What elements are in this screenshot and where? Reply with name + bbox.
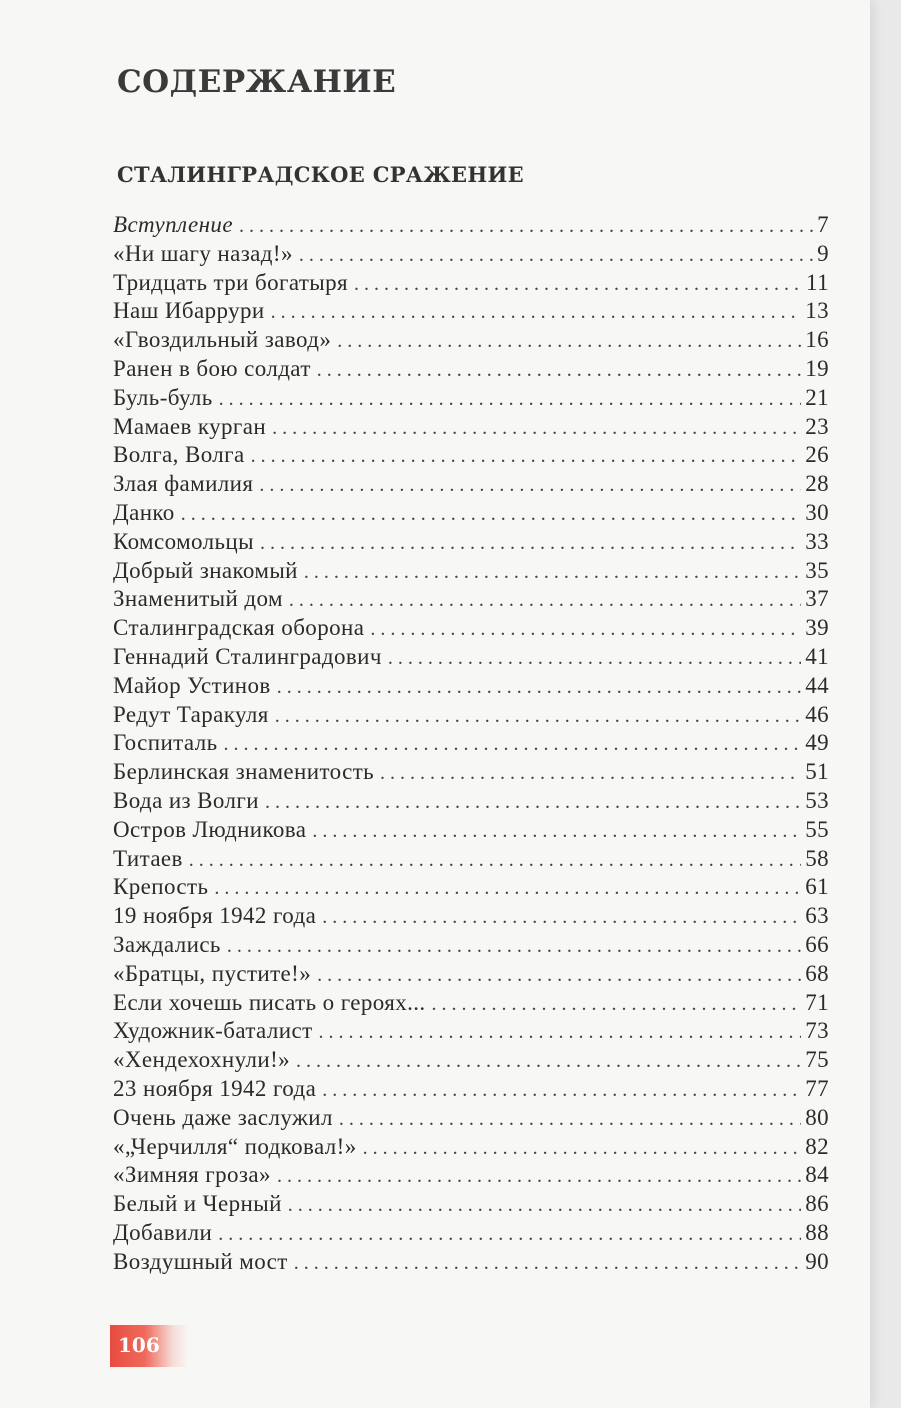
- toc-entry: [113, 615, 829, 644]
- toc-entry-page: 68: [805, 960, 829, 986]
- toc-entry-page: 90: [805, 1248, 829, 1274]
- toc-entry-page: 7: [817, 212, 829, 237]
- toc-entry-title: Заждались: [113, 931, 221, 957]
- toc-entry-page: 49: [805, 730, 829, 756]
- dot-leader: [312, 820, 801, 843]
- toc-entry-page: 88: [805, 1219, 829, 1245]
- toc-entry-page: 28: [805, 471, 829, 497]
- toc-entry-title: Майор Устинов: [113, 672, 271, 698]
- toc-entry-title: Мамаев курган: [113, 413, 267, 439]
- toc-entry-page: 80: [805, 1104, 829, 1130]
- toc-entry-page: 77: [805, 1075, 829, 1101]
- dot-leader: [299, 244, 813, 267]
- dot-leader: [288, 1194, 801, 1217]
- dot-leader: [265, 791, 801, 814]
- dot-leader: [251, 445, 802, 468]
- toc-entry-page: 16: [805, 327, 829, 353]
- toc-entry-title: Остров Людникова: [113, 816, 307, 842]
- toc-entry: [113, 1076, 829, 1105]
- toc-entry-page: 11: [806, 269, 829, 295]
- toc-entry: [113, 500, 829, 529]
- toc-entry: [113, 327, 829, 356]
- dot-leader: [304, 561, 801, 584]
- toc-entry-page: 51: [805, 759, 829, 785]
- dot-leader: [294, 1252, 801, 1275]
- toc-entry-page: 21: [805, 384, 829, 410]
- toc-entry-page: 33: [805, 528, 829, 554]
- toc-entry-title: Редут Таракуля: [113, 701, 269, 727]
- toc-entry-page: 46: [805, 701, 829, 727]
- toc-entry: [113, 644, 829, 673]
- toc-entry: [113, 212, 829, 241]
- toc-entry-page: 39: [805, 615, 829, 641]
- toc-entry: [113, 702, 829, 731]
- toc-entry-title: Белый и Черный: [113, 1191, 282, 1217]
- dot-leader: [219, 388, 802, 411]
- toc-entry: [113, 356, 829, 385]
- toc-entry-page: 55: [805, 816, 829, 842]
- toc-entry-title: Воздушный мост: [113, 1248, 288, 1274]
- toc-entry-title: 23 ноября 1942 года: [113, 1075, 317, 1101]
- toc-entry: [113, 558, 829, 587]
- toc-entry: [113, 961, 829, 990]
- toc-entry: [113, 1220, 829, 1249]
- toc-entry-page: 71: [805, 989, 829, 1015]
- toc-entry-title: Вода из Волги: [113, 787, 259, 813]
- toc-entry: [113, 241, 829, 270]
- toc-entry: [113, 1105, 829, 1134]
- toc-entry-title: «Гвоздильный завод»: [113, 327, 332, 353]
- toc-entry: [113, 759, 829, 788]
- toc-entry-title: Крепость: [113, 874, 209, 900]
- dot-leader: [289, 589, 801, 612]
- toc-entry-title: Буль-буль: [113, 384, 213, 410]
- dot-leader: [181, 503, 801, 526]
- toc-entry-title: «Зимняя гроза»: [113, 1162, 271, 1188]
- toc-entry-page: 66: [805, 931, 829, 957]
- toc-entry: [113, 270, 829, 299]
- toc-entry-title: Добавили: [113, 1219, 213, 1245]
- dot-leader: [277, 1165, 801, 1188]
- toc-entry-page: 35: [805, 557, 829, 583]
- toc-entry: [113, 874, 829, 903]
- toc-entry-title: «Хендехохнули!»: [113, 1047, 291, 1073]
- toc-entry-title: Злая фамилия: [113, 471, 254, 497]
- toc-entry-page: 44: [805, 672, 829, 698]
- toc-entry-page: 9: [817, 240, 829, 266]
- toc-entry-title: Комсомольцы: [113, 528, 254, 554]
- toc-entry: [113, 298, 829, 327]
- toc-entry: [113, 1162, 829, 1191]
- page-number: 106: [118, 1333, 160, 1357]
- toc-entry: [113, 385, 829, 414]
- dot-leader: [317, 964, 801, 987]
- toc-entry: [113, 903, 829, 932]
- dot-leader: [218, 1223, 801, 1246]
- toc-entry: [113, 414, 829, 443]
- dot-leader: [272, 417, 801, 440]
- toc-entry-title: Художник-баталист: [113, 1018, 313, 1044]
- toc-entry-page: 19: [805, 355, 829, 381]
- toc-entry-title: «„Черчилля“ подковал!»: [113, 1133, 357, 1159]
- toc-entry: [113, 1047, 829, 1076]
- toc-entry-page: 53: [805, 787, 829, 813]
- toc-entry-page: 26: [805, 442, 829, 468]
- toc-entry-page: 41: [805, 643, 829, 669]
- dot-leader: [363, 1137, 802, 1160]
- toc-entry: [113, 932, 829, 961]
- section-title: СТАЛИНГРАДСКОЕ СРАЖЕНИЕ: [117, 162, 524, 187]
- dot-leader: [227, 935, 801, 958]
- toc-entry-page: 75: [805, 1047, 829, 1073]
- dot-leader: [370, 618, 801, 641]
- toc-entry-page: 73: [805, 1018, 829, 1044]
- toc-entry-page: 82: [805, 1133, 829, 1159]
- toc-entry-title: Добрый знакомый: [113, 557, 298, 583]
- dot-leader: [339, 1108, 801, 1131]
- toc-entry-title: Берлинская знаменитость: [113, 759, 375, 785]
- dot-leader: [277, 676, 802, 699]
- toc-entry-page: 84: [805, 1162, 829, 1188]
- toc-entry-title: Госпиталь: [113, 730, 218, 756]
- toc-entry-page: 13: [805, 298, 829, 324]
- dot-leader: [260, 532, 801, 555]
- dot-leader: [223, 733, 801, 756]
- dot-leader: [275, 705, 801, 728]
- toc-entry: [113, 471, 829, 500]
- dot-leader: [432, 993, 802, 1016]
- dot-leader: [259, 474, 801, 497]
- toc-entry-title: Если хочешь писать о героях...: [113, 989, 426, 1015]
- toc-entry-title: Геннадий Сталинградович: [113, 643, 382, 669]
- dot-leader: [354, 273, 802, 296]
- toc-entry-title: Очень даже заслужил: [113, 1104, 333, 1130]
- toc-entry: [113, 442, 829, 471]
- page-number-badge: [110, 1325, 188, 1367]
- toc-entry-page: 61: [805, 874, 829, 900]
- toc-entry: [113, 1249, 829, 1278]
- toc-entry-page: 58: [805, 845, 829, 871]
- toc-entry: [113, 788, 829, 817]
- toc-entry-title: Титаев: [113, 845, 183, 871]
- dot-leader: [317, 359, 801, 382]
- toc-entry-title: 19 ноября 1942 года: [113, 903, 317, 929]
- toc-entry: [113, 529, 829, 558]
- toc-entry: [113, 846, 829, 875]
- toc-entry: [113, 1134, 829, 1163]
- dot-leader: [388, 647, 801, 670]
- toc-entry-title: «Братцы, пустите!»: [113, 960, 312, 986]
- dot-leader: [380, 762, 801, 785]
- toc-entry-page: 23: [805, 413, 829, 439]
- dot-leader: [296, 1050, 801, 1073]
- toc-entry: [113, 817, 829, 846]
- toc-entry: [113, 1018, 829, 1047]
- dot-leader: [322, 906, 801, 929]
- toc-entry: [113, 1191, 829, 1220]
- dot-leader: [337, 330, 801, 353]
- toc-entry-title: Ранен в бою солдат: [113, 355, 311, 381]
- toc-entry: [113, 990, 829, 1019]
- toc-entry-page: 86: [805, 1191, 829, 1217]
- toc-entry-page: 30: [805, 499, 829, 525]
- dot-leader: [239, 215, 813, 238]
- dot-leader: [319, 1021, 802, 1044]
- page-title: СОДЕРЖАНИЕ: [117, 64, 397, 100]
- dot-leader: [322, 1079, 801, 1102]
- toc-entry-title: Волга, Волга: [113, 442, 245, 468]
- toc-entry: [113, 586, 829, 615]
- toc-entry-page: 37: [805, 586, 829, 612]
- toc-entry: [113, 730, 829, 759]
- toc-entry-title: Знаменитый дом: [113, 586, 283, 612]
- toc-entry-title: Сталинградская оборона: [113, 615, 365, 641]
- toc-entry-page: 63: [805, 903, 829, 929]
- toc-entry-title: Наш Ибаррури: [113, 298, 265, 324]
- dot-leader: [189, 849, 801, 872]
- dot-leader: [271, 301, 802, 324]
- toc-entry-title: Данко: [113, 499, 175, 525]
- toc-entry-title: «Ни шагу назад!»: [113, 240, 293, 266]
- toc-entry-title: Вступление: [113, 212, 233, 237]
- table-of-contents: [113, 212, 829, 1277]
- dot-leader: [214, 877, 801, 900]
- toc-entry-title: Тридцать три богатыря: [113, 269, 349, 295]
- toc-entry: [113, 673, 829, 702]
